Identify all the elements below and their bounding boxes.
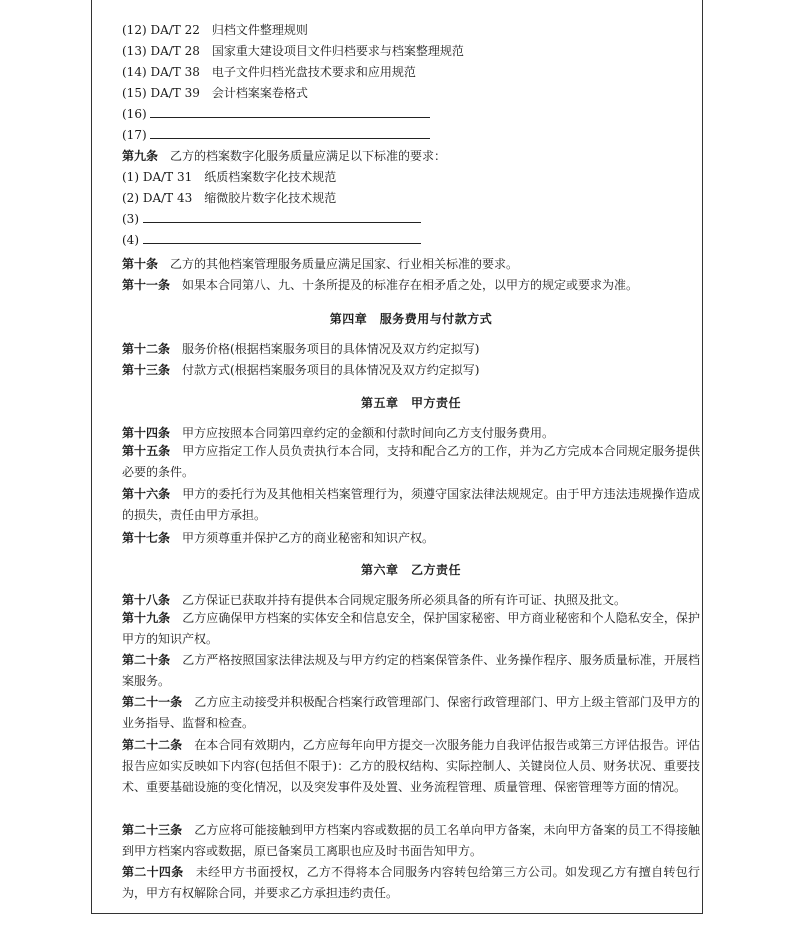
chapter-5-heading: 第五章 甲方责任 <box>360 396 461 410</box>
standard-item-blank: (17) <box>122 127 430 143</box>
chapter-4-heading: 第四章 服务费用与付款方式 <box>329 312 493 326</box>
chapter-6-heading: 第六章 乙方责任 <box>360 563 461 577</box>
fill-in-blank <box>143 232 421 244</box>
article-15: 第十五条 甲方应指定工作人员负责执行本合同，支持和配合乙方的工作，并为乙方完成本合同规定服务提供必要的条件。 <box>122 444 700 479</box>
article-21: 第二十一条 乙方应主动接受并积极配合档案行政管理部门、保密行政管理部门、甲方上级主管部门及甲方的业务指导、监督和检查。 <box>122 695 700 730</box>
article-12: 第十二条 服务价格(根据档案服务项目的具体情况及双方约定拟写) <box>122 342 480 356</box>
standard-item: (14) DA/T 38 电子文件归档光盘技术要求和应用规范 <box>122 65 416 79</box>
article-23: 第二十三条 乙方应将可能接触到甲方档案内容或数据的员工名单向甲方备案，未向甲方备案的员工不得接触到甲方档案内容或数据，原已备案员工离职也应及时书面告知甲方。 <box>122 823 700 858</box>
fill-in-blank <box>150 127 430 139</box>
standard-item-blank: (3) <box>122 211 421 227</box>
fill-in-blank <box>150 106 430 118</box>
article-16: 第十六条 甲方的委托行为及其他相关档案管理行为，须遵守国家法律法规规定。由于甲方违法违规操作造成的损失，责任由甲方承担。 <box>122 487 700 522</box>
fill-in-blank <box>143 211 421 223</box>
article-9: 第九条 乙方的档案数字化服务质量应满足以下标准的要求： <box>122 149 447 163</box>
standard-item: (13) DA/T 28 国家重大建设项目文件归档要求与档案整理规范 <box>122 44 464 58</box>
article-24: 第二十四条 未经甲方书面授权，乙方不得将本合同服务内容转包给第三方公司。如发现乙方有擅自转包行为，甲方有权解除合同，并要求乙方承担违约责任。 <box>122 865 700 900</box>
standard-item-blank: (16) <box>122 106 430 122</box>
article-14: 第十四条 甲方应按照本合同第四章约定的金额和付款时间向乙方支付服务费用。 <box>122 426 555 440</box>
article-13: 第十三条 付款方式(根据档案服务项目的具体情况及双方约定拟写) <box>122 363 480 377</box>
article-19: 第十九条 乙方应确保甲方档案的实体安全和信息安全，保护国家秘密、甲方商业秘密和个人隐私安全，保护甲方的知识产权。 <box>122 611 700 646</box>
standard-item: (12) DA/T 22 归档文件整理规则 <box>122 23 308 37</box>
article-18: 第十八条 乙方保证已获取并持有提供本合同规定服务所必须具备的所有许可证、执照及批文。 <box>122 593 627 607</box>
article-17: 第十七条 甲方须尊重并保护乙方的商业秘密和知识产权。 <box>122 531 435 545</box>
standard-item: (1) DA/T 31 纸质档案数字化技术规范 <box>122 170 337 184</box>
article-20: 第二十条 乙方严格按照国家法律法规及与甲方约定的档案保管条件、业务操作程序、服务质量标准，开展档案服务。 <box>122 653 700 688</box>
article-10: 第十条 乙方的其他档案管理服务质量应满足国家、行业相关标准的要求。 <box>122 257 519 271</box>
standard-item-blank: (4) <box>122 232 421 248</box>
article-11: 第十一条 如果本合同第八、九、十条所提及的标准存在相矛盾之处，以甲方的规定或要求为准。 <box>122 278 639 292</box>
article-22: 第二十二条 在本合同有效期内，乙方应每年向甲方提交一次服务能力自我评估报告或第三方评估报告。评估报告应如实反映如下内容(包括但不限于)：乙方的股权结构、实际控制人、关键岗位人员、财务状况、重要技术、重要基础设施的变化情况，以及突发事件及处置、业务流程管理、质量管理、保密管理等方面的情况。 <box>122 738 700 794</box>
standard-item: (15) DA/T 39 会计档案案卷格式 <box>122 86 308 100</box>
standard-item: (2) DA/T 43 缩微胶片数字化技术规范 <box>122 191 337 205</box>
